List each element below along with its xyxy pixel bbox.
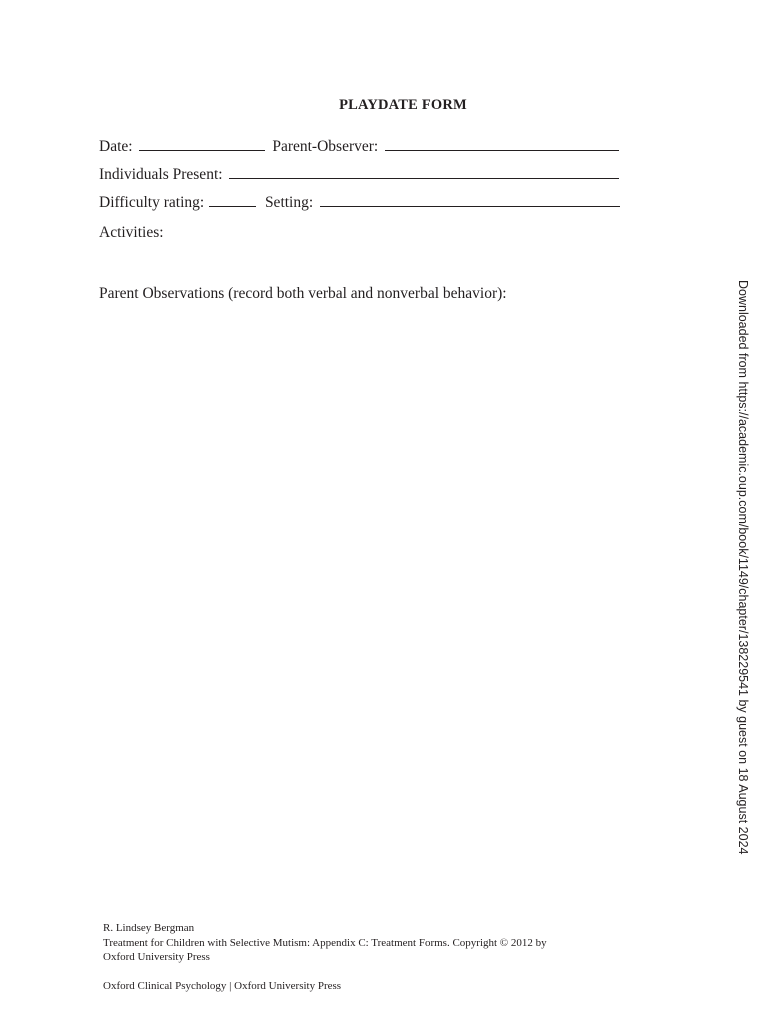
footer-citation	[103, 921, 547, 965]
date-label: Date:	[99, 138, 133, 155]
setting-blank[interactable]	[320, 193, 620, 207]
download-watermark: Downloaded from https://academic.oup.com/book/1149/chapter/138229541 by guest on 18 August 2024	[736, 280, 750, 855]
difficulty-label: Difficulty rating:	[99, 194, 205, 211]
date-blank[interactable]	[139, 137, 265, 151]
footer-publisher: Oxford Clinical Psychology | Oxford University Press	[103, 980, 342, 992]
individuals-row	[99, 165, 619, 185]
individuals-label: Individuals Present:	[99, 166, 223, 183]
setting-label: Setting:	[264, 194, 314, 211]
parent-observer-label: Parent-Observer:	[272, 138, 379, 155]
difficulty-blank[interactable]	[209, 193, 256, 207]
activities-label: Activities:	[99, 224, 164, 241]
footer-citation-line1: Treatment for Children with Selective Mutism: Appendix C: Treatment Forms. Copyright © 2012 by	[103, 936, 547, 949]
form-title: PLAYDATE FORM	[339, 97, 467, 113]
date-observer-row	[99, 137, 619, 157]
difficulty-setting-row	[99, 193, 620, 213]
observations-label: Parent Observations (record both verbal and nonverbal behavior):	[99, 285, 507, 302]
individuals-blank[interactable]	[229, 165, 619, 179]
footer-citation-line2: Oxford University Press	[103, 951, 210, 963]
footer-author: R. Lindsey Bergman	[103, 922, 195, 934]
parent-observer-blank[interactable]	[385, 137, 619, 151]
